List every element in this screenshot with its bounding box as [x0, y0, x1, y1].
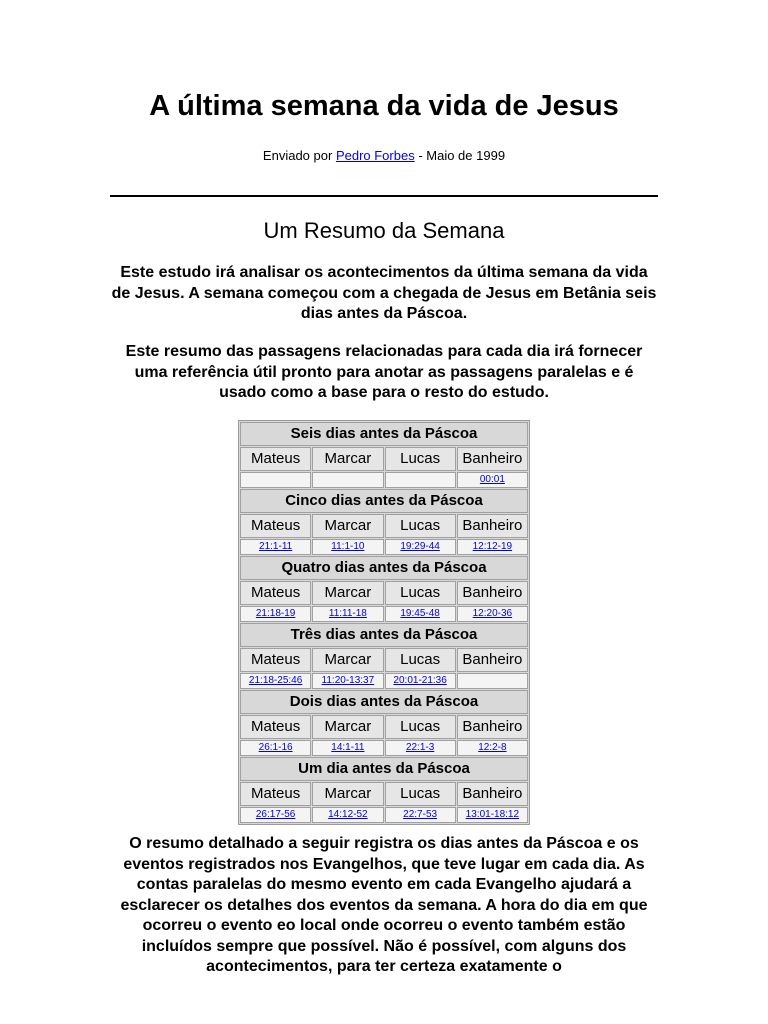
gospel-column-label: Banheiro	[457, 514, 528, 538]
reference-row	[240, 472, 528, 488]
reference-cell	[240, 472, 311, 488]
gospel-column-label: Banheiro	[457, 447, 528, 471]
passage-link[interactable]: 22:1-3	[405, 742, 435, 753]
passage-link[interactable]: 13:01-18:12	[465, 809, 520, 820]
detail-paragraph: O resumo detalhado a seguir registra os dias antes da Páscoa e os eventos registrados nos Evangelhos, que teve lugar em cada dia. As contas paralelas do mesmo evento em cada Evangelho ajudará a esclarecer os detalhes dos eventos da semana. A hora do dia em que ocorreu o evento eo local onde ocorreu o evento também estão incluídos sempre que possível. Não é possível, com alguns dos acontecimentos, para ter certeza exatamente o	[120, 835, 648, 975]
reference-cell	[240, 807, 311, 823]
reference-cell	[385, 673, 456, 689]
passage-link[interactable]: 12:2-8	[478, 742, 507, 753]
reference-cell	[240, 673, 311, 689]
summary-paragraph: Este resumo das passagens relacionadas para cada dia irá fornecer uma referência útil pronto para anotar as passagens paralelas e é usado como a base para o resto do estudo.	[125, 343, 643, 401]
reference-cell	[457, 673, 528, 689]
gospel-column-label: Mateus	[240, 581, 311, 605]
section-title: Um Resumo da Semana	[263, 218, 505, 243]
passage-link[interactable]: 21:18-25:46	[248, 675, 303, 686]
reference-cell	[385, 807, 456, 823]
page-title: A última semana da vida de Jesus	[149, 90, 619, 122]
reference-cell	[312, 539, 383, 555]
gospel-column-label: Mateus	[240, 447, 311, 471]
passage-link[interactable]: 14:1-11	[331, 742, 365, 753]
gospel-columns-row	[240, 581, 528, 605]
gospel-column-label: Marcar	[312, 782, 383, 806]
gospel-column-label: Lucas	[385, 514, 456, 538]
gospel-column-label: Banheiro	[457, 581, 528, 605]
gospel-column-label: Mateus	[240, 514, 311, 538]
passage-link[interactable]: 21:1-11	[259, 541, 293, 552]
reference-row	[240, 539, 528, 555]
day-header-row	[240, 690, 528, 714]
reference-cell	[457, 807, 528, 823]
gospel-columns-row	[240, 514, 528, 538]
intro-paragraph: Este estudo irá analisar os acontecimentos da última semana da vida de Jesus. A semana começou com a chegada de Jesus em Betânia seis dias antes da Páscoa.	[111, 264, 657, 322]
reference-cell	[312, 673, 383, 689]
reference-cell	[385, 539, 456, 555]
reference-cell	[457, 472, 528, 488]
day-header-row	[240, 757, 528, 781]
reference-row	[240, 740, 528, 756]
reference-cell	[240, 740, 311, 756]
passage-link[interactable]: 26:1-16	[258, 742, 293, 753]
author-link[interactable]: Pedro Forbes	[335, 148, 415, 163]
gospel-column-label: Marcar	[312, 447, 383, 471]
gospel-column-label: Lucas	[385, 648, 456, 672]
passage-link[interactable]: 19:45-48	[400, 608, 440, 619]
reference-cell	[312, 606, 383, 622]
reference-cell	[385, 472, 456, 488]
day-header-row	[240, 422, 528, 446]
gospel-column-label: Marcar	[312, 581, 383, 605]
reference-row	[240, 807, 528, 823]
passage-link[interactable]: 21:18-19	[255, 608, 296, 619]
passage-link[interactable]: 14:12-52	[328, 809, 368, 820]
day-title: Um dia antes da Páscoa	[240, 757, 528, 781]
gospel-column-label: Marcar	[312, 715, 383, 739]
day-title: Três dias antes da Páscoa	[240, 623, 528, 647]
reference-cell	[385, 740, 456, 756]
passage-link[interactable]: 12:12-19	[472, 541, 513, 552]
gospel-column-label: Banheiro	[457, 648, 528, 672]
gospel-column-label: Lucas	[385, 581, 456, 605]
reference-row	[240, 606, 528, 622]
gospel-column-label: Banheiro	[457, 782, 528, 806]
gospel-column-label: Mateus	[240, 648, 311, 672]
gospel-column-label: Lucas	[385, 782, 456, 806]
day-header-row	[240, 623, 528, 647]
reference-cell	[312, 740, 383, 756]
gospel-column-label: Lucas	[385, 447, 456, 471]
passage-link[interactable]: 19:29-44	[400, 541, 440, 552]
day-title: Cinco dias antes da Páscoa	[240, 489, 528, 513]
passage-link[interactable]: 11:1-10	[331, 541, 365, 552]
passage-link[interactable]: 11:20-13:37	[321, 675, 375, 686]
horizontal-rule	[110, 195, 658, 197]
passages-table	[238, 420, 530, 825]
reference-cell	[457, 539, 528, 555]
day-title: Seis dias antes da Páscoa	[240, 422, 528, 446]
passage-link[interactable]: 26:17-56	[255, 809, 296, 820]
reference-cell	[240, 539, 311, 555]
gospel-column-label: Mateus	[240, 715, 311, 739]
byline-prefix: Enviado por	[262, 148, 333, 163]
reference-cell	[240, 606, 311, 622]
passage-link[interactable]: 12:20-36	[472, 608, 513, 619]
passage-link[interactable]: 11:11-18	[328, 608, 367, 619]
gospel-column-label: Lucas	[385, 715, 456, 739]
day-title: Quatro dias antes da Páscoa	[240, 556, 528, 580]
gospel-columns-row	[240, 715, 528, 739]
reference-cell	[312, 472, 383, 488]
passage-link[interactable]: 22:7-53	[403, 809, 438, 820]
passage-link[interactable]: 00:01	[479, 474, 505, 485]
reference-cell	[457, 740, 528, 756]
day-title: Dois dias antes da Páscoa	[240, 690, 528, 714]
gospel-columns-row	[240, 648, 528, 672]
reference-cell	[312, 807, 383, 823]
gospel-column-label: Marcar	[312, 648, 383, 672]
gospel-column-label: Marcar	[312, 514, 383, 538]
gospel-column-label: Mateus	[240, 782, 311, 806]
gospel-column-label: Banheiro	[457, 715, 528, 739]
reference-cell	[385, 606, 456, 622]
byline-suffix: - Maio de 1999	[418, 148, 506, 163]
gospel-columns-row	[240, 447, 528, 471]
reference-row	[240, 673, 528, 689]
byline	[0, 148, 768, 163]
passages-table-body	[240, 422, 528, 823]
day-header-row	[240, 489, 528, 513]
passage-link[interactable]: 20:01-21:36	[393, 675, 447, 686]
reference-cell	[457, 606, 528, 622]
day-header-row	[240, 556, 528, 580]
gospel-columns-row	[240, 782, 528, 806]
